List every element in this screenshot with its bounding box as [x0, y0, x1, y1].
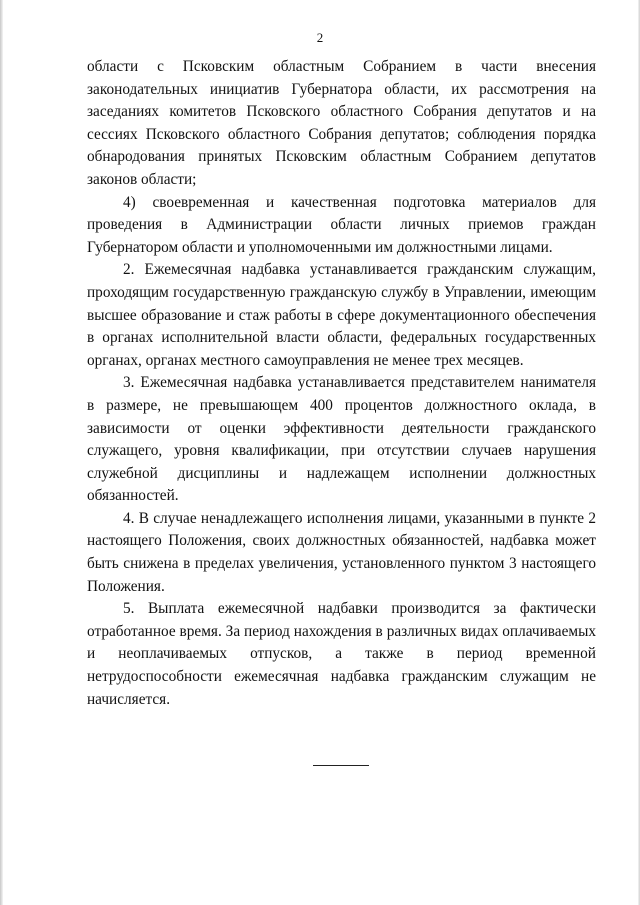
paragraph-section-5: 5. Выплата ежемесячной надбавки производится за фактически отработанное время. За период нахождения в различных видах оплачиваемых и неоплачиваемых отпусков, а также в период временной нетрудоспособности ежемесячная надбавка гражданским служащим не начисляется. [87, 600, 596, 708]
paragraph-section-4: 4. В случае ненадлежащего исполнения лицами, указанными в пункте 2 настоящего Положения, своих должностных обязанностей, надбавка может быть снижена в пределах увеличения, установленного пунктом 3 настоящего Положения. [87, 509, 596, 595]
document-body [87, 56, 596, 711]
paragraph-item-4: 4) своевременная и качественная подготовка материалов для проведения в Администрации области личных приемов граждан Губернатором области и уполномоченными им должностными лицами. [87, 193, 596, 256]
paragraph-section-3: 3. Ежемесячная надбавка устанавливается представителем нанимателя в размере, не превышающем 400 процентов должностного оклада, в зависимости от оценки эффективности деятельности гражданского служащего, уровня квалификации, при отсутствии случаев нарушения служебной дисциплины и надлежащем исполнении должностных обязанностей. [87, 374, 596, 505]
paragraph-section-2: 2. Ежемесячная надбавка устанавливается гражданским служащим, проходящим государственную гражданскую службу в Управлении, имеющим высшее образование и стаж работы в сфере документационного обеспечения в органах исполнительной власти области, федеральных государственных органах, органах местного самоуправления не менее трех месяцев. [87, 261, 596, 369]
scan-edge-left [0, 0, 3, 905]
paragraph-continuation: области с Псковским областным Собранием в части внесения законодательных инициатив Губернатора области, их рассмотрения на заседаниях комитетов Псковского областного Собрания депутатов и на сессиях Псковского областного Собрания депутатов; соблюдения порядка обнародования принятых Псковским областным Собранием депутатов законов области; [87, 58, 596, 188]
page-number: 2 [316, 30, 324, 45]
closing-rule [313, 765, 369, 766]
